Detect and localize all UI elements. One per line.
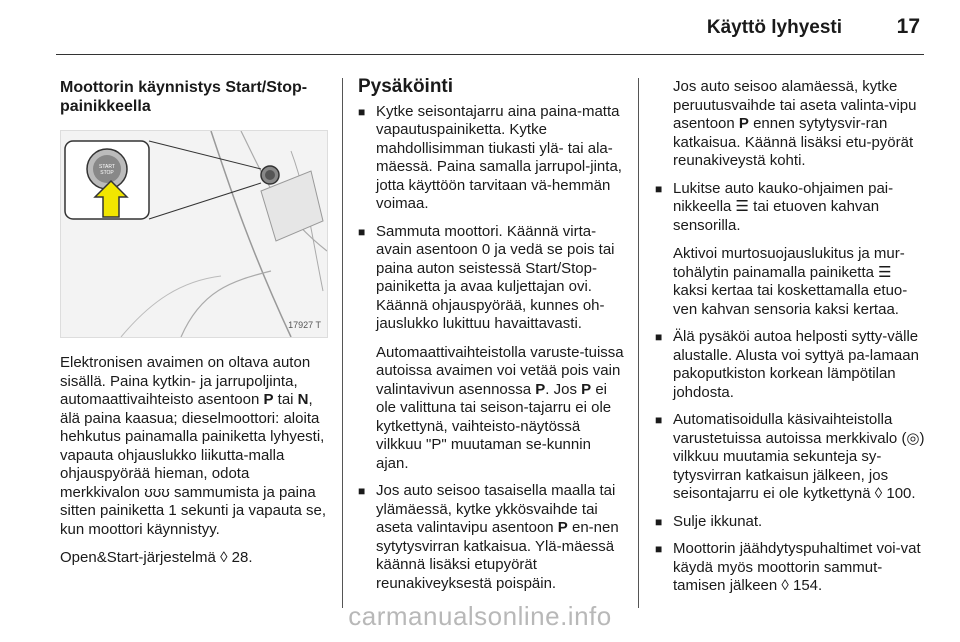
parking-brake-warning-icon: (◎)	[901, 429, 925, 447]
watermark: carmanualsonline.info	[348, 601, 612, 631]
text: ei ole valittuna tai seison-tajarru ei ole kytkettynä, vaihteisto-näytössä vilkkuu "P" muutaman se-kunnin ajan.	[376, 380, 612, 472]
list-item	[358, 103, 626, 214]
text: tai etuoven kahvan sensorilla.	[673, 198, 880, 234]
column-3	[655, 78, 925, 605]
text	[376, 344, 626, 474]
text: , älä paina kaasua; dieselmoottori: aloita hehkutus painamalla painiketta lyhyesti, vapauta ohjauslukko liikutta-malla ohjauspyörää hieman, odota merkkivalon	[60, 391, 325, 501]
text	[673, 245, 925, 319]
column-2	[358, 78, 626, 602]
start-stop-figure	[60, 130, 328, 338]
start-stop-heading: Moottorin käynnistys Start/Stop-painikkeella	[60, 79, 308, 115]
start-stop-paragraph	[60, 354, 326, 539]
gear-p: P	[581, 380, 592, 398]
page-reference: 154.	[788, 577, 823, 594]
text: Open&Start-järjestelmä	[60, 549, 221, 566]
page-reference-icon: ◊	[874, 485, 883, 502]
gear-p: P	[263, 391, 274, 408]
svg-text:STOP: STOP	[100, 170, 114, 176]
lock-button-icon: ☰	[735, 198, 749, 215]
parking-list	[358, 103, 626, 594]
page-reference: 100.	[882, 485, 916, 502]
text: Älä pysäköi autoa helposti sytty-välle alustalle. Alusta voi syttyä pa-lamaan pakoputkiston korkean lämpötilan johdosta.	[673, 328, 919, 401]
column-1	[60, 78, 326, 578]
text: kaksi kertaa tai koskettamalla etuo-ven kahvan sensoria kaksi kertaa.	[673, 282, 908, 318]
glow-plug-icon: ʊʊʊ	[144, 483, 170, 501]
figure-code: 17927 T	[288, 319, 321, 330]
text: Automatisoidulla käsivaihteistolla varustetuissa autoissa merkkivalo	[673, 411, 902, 447]
text: Elektronisen avaimen on oltava auton sisällä. Paina kytkin- ja jarrupoljinta, automaattivaihteisto asentoon	[60, 354, 311, 408]
gear-p: P	[535, 380, 546, 398]
list-item	[358, 223, 626, 474]
text	[673, 180, 925, 236]
page-reference: 28.	[227, 549, 253, 566]
text: Automaattivaihteistolla varuste-tuissa autoissa avaimen voi vetää pois vain valintavivun asennossa	[376, 343, 624, 398]
text: sammumista ja paina sitten painiketta 1 sekunti ja vapauta se, kun moottori käynnistyy.	[60, 483, 327, 538]
text: Kytke seisontajarru aina paina-matta vapautuspainiketta. Kytke mahdollisimman tiukasti ylä- tai ala-mäessä. Paina samalla jarrupol-jinta, jotta käyttöön tarvitaan vä-hemmän voimaa.	[376, 102, 622, 212]
text: Moottorin jäähdytyspuhaltimet voi-vat käydä myös moottorin sammut-tamisen jälkeen	[673, 540, 921, 594]
gear-p: P	[738, 115, 749, 132]
text: Aktivoi murtosuojauslukitus ja mur-tohälytin painamalla painiketta	[673, 245, 905, 281]
page-reference-icon: ◊	[220, 549, 228, 566]
page-header	[0, 0, 960, 56]
lock-button-icon: ☰	[878, 263, 892, 281]
list-item	[655, 328, 925, 402]
text: en-nen sytytysvirran katkaisua. Ylä-mäessä käännä lisäksi etupyörät reunakiveyksestä poispäin.	[376, 519, 619, 592]
list-item	[358, 482, 626, 593]
gear-n: N	[297, 391, 309, 408]
running-header-title: Käyttö lyhyesti	[706, 17, 842, 38]
text: ■ Sammuta moottori. Käännä virta-avain asentoon 0 ja vedä se pois tai paina auton seistessä Start/Stop-painiketta ja avaa kuljettajan ovi. Käännä ohjauspyörää, kunnes oh-jauslukko lukittuu havaittavasti.	[376, 222, 615, 332]
list-item	[655, 411, 925, 504]
parking-heading: Pysäköinti	[358, 76, 454, 97]
open-start-reference	[60, 549, 326, 568]
text: tai	[273, 391, 298, 408]
gear-p: P	[557, 519, 568, 536]
text: Jos auto seisoo tasaisella maalla tai ylämäessä, kytke ykkösvaihde tai aseta valintavipu asentoon	[376, 482, 616, 536]
page-reference-icon: ◊	[781, 577, 789, 594]
text: Lukitse auto kauko-ohjaimen pai-nikkeella	[673, 179, 894, 215]
page-number: 17	[896, 15, 920, 38]
continued-paragraph	[655, 78, 925, 171]
text: ennen sytytysvir-ran katkaisua. Käännä lisäksi etu-pyörät reunakiveystä kohti.	[673, 115, 914, 169]
text: Jos auto seisoo alamäessä, kytke peruutusvaihde tai aseta valinta-vipu asentoon	[673, 78, 917, 132]
text: Sulje ikkunat.	[673, 512, 763, 530]
text: vilkkuu muutamia sekunteja sy-tytysvirran katkaisun jälkeen, jos seisontajarru ei ole kytkettynä	[673, 448, 889, 502]
list-item	[655, 180, 925, 320]
svg-text:START: START	[99, 164, 115, 170]
column-divider-2	[638, 78, 639, 608]
list-item	[655, 513, 925, 532]
header-rule	[56, 54, 924, 55]
list-item	[655, 540, 925, 596]
parking-list-continued	[655, 180, 925, 596]
text: . Jos	[545, 380, 582, 398]
column-divider-1	[342, 78, 343, 608]
start-stop-button-illustration	[61, 131, 327, 337]
